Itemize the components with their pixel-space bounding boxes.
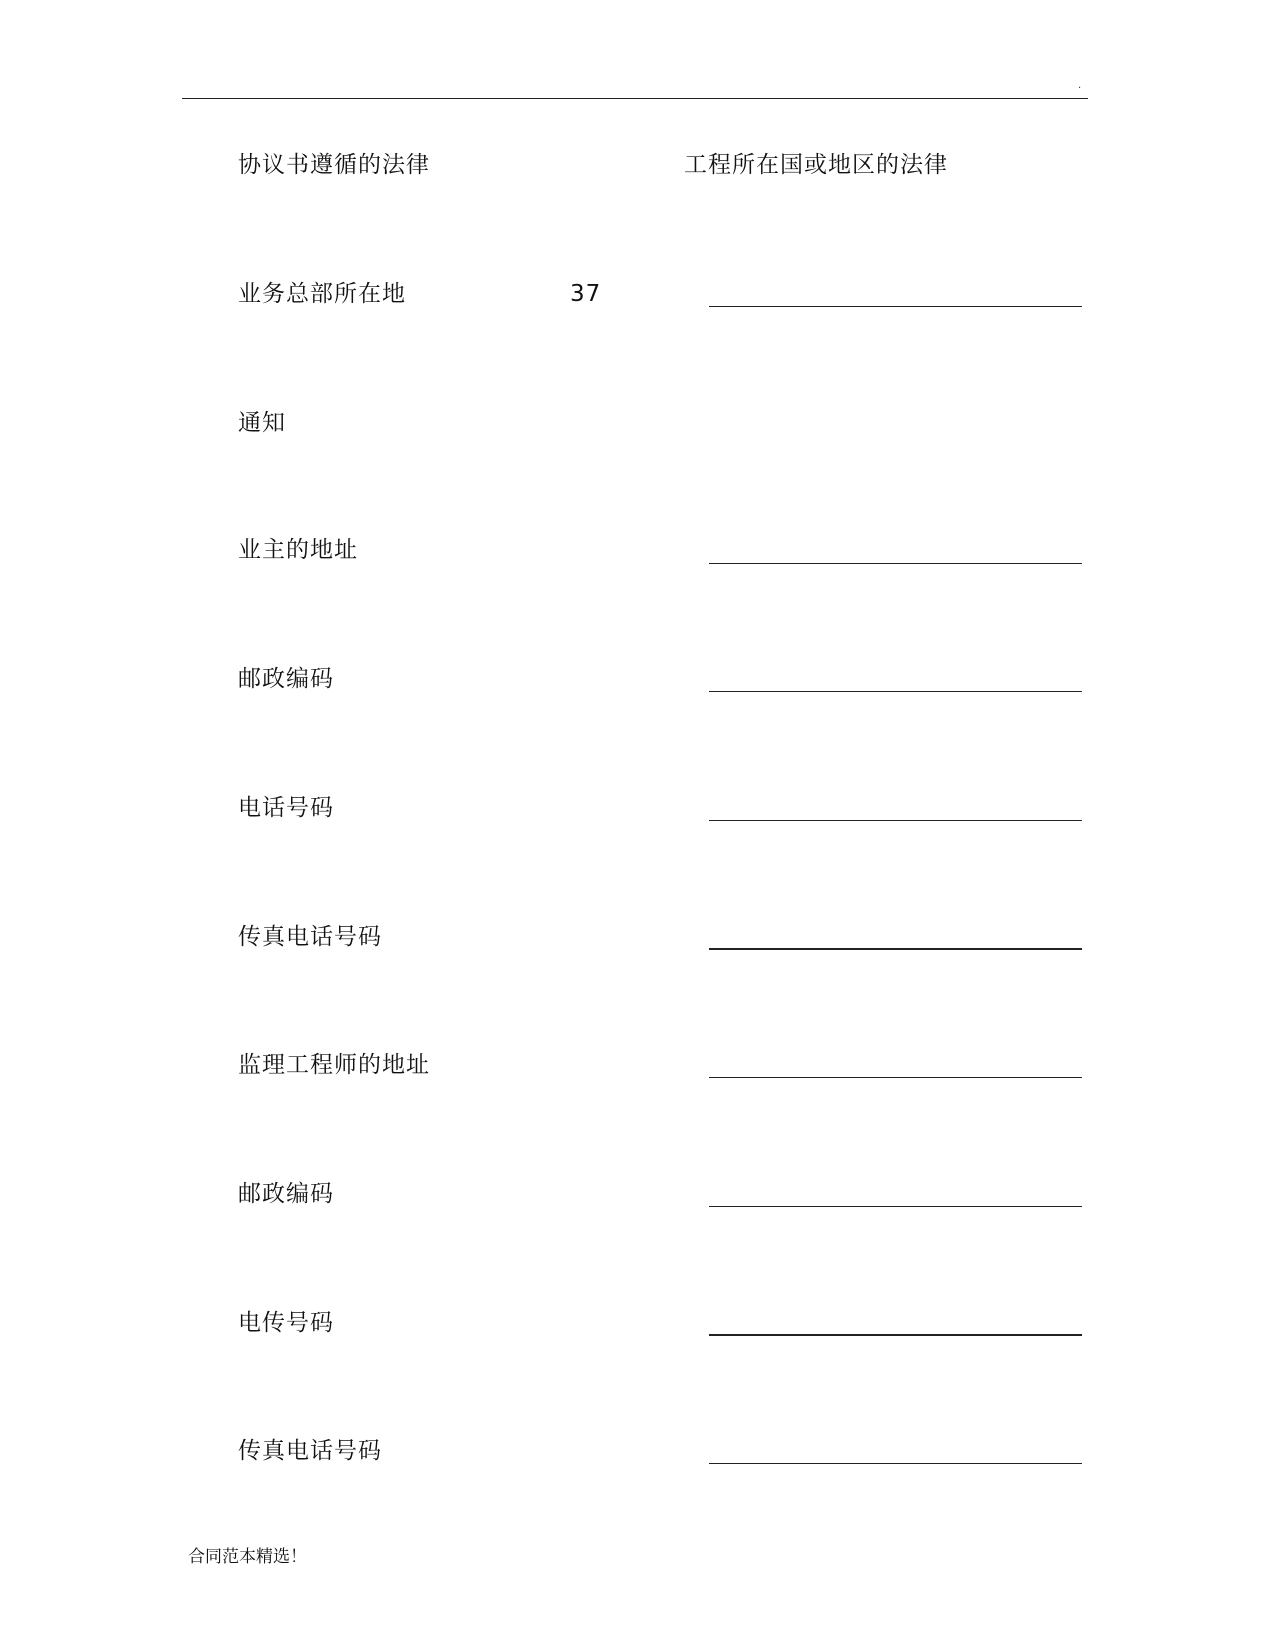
engineer-address-label: 监理工程师的地址 xyxy=(238,1052,430,1078)
header-marker: . xyxy=(1078,80,1082,91)
engineer-telex-field[interactable] xyxy=(709,1334,1082,1336)
notice-heading: 通知 xyxy=(238,410,286,436)
employer-phone-field[interactable] xyxy=(709,820,1082,821)
engineer-fax-field[interactable] xyxy=(709,1463,1082,1464)
footer-text: 合同范本精选！ xyxy=(188,1547,307,1567)
engineer-telex-label: 电传号码 xyxy=(238,1310,334,1336)
headquarters-location-label: 业务总部所在地 xyxy=(238,281,406,307)
engineer-fax-label: 传真电话号码 xyxy=(238,1438,382,1464)
engineer-address-field[interactable] xyxy=(709,1077,1082,1078)
employer-postal-code-field[interactable] xyxy=(709,691,1082,692)
header-rule xyxy=(182,98,1088,99)
headquarters-location-clause: 37 xyxy=(570,281,602,307)
headquarters-location-field[interactable] xyxy=(709,306,1082,307)
employer-postal-code-label: 邮政编码 xyxy=(238,666,334,692)
employer-fax-label: 传真电话号码 xyxy=(238,924,382,950)
governing-law-label: 协议书遵循的法律 xyxy=(238,152,430,178)
employer-address-field[interactable] xyxy=(709,563,1082,564)
employer-address-label: 业主的地址 xyxy=(238,537,358,563)
employer-phone-label: 电话号码 xyxy=(238,795,334,821)
employer-fax-field[interactable] xyxy=(709,948,1082,950)
engineer-postal-code-field[interactable] xyxy=(709,1206,1082,1207)
engineer-postal-code-label: 邮政编码 xyxy=(238,1181,334,1207)
governing-law-value: 工程所在国或地区的法律 xyxy=(684,152,948,178)
